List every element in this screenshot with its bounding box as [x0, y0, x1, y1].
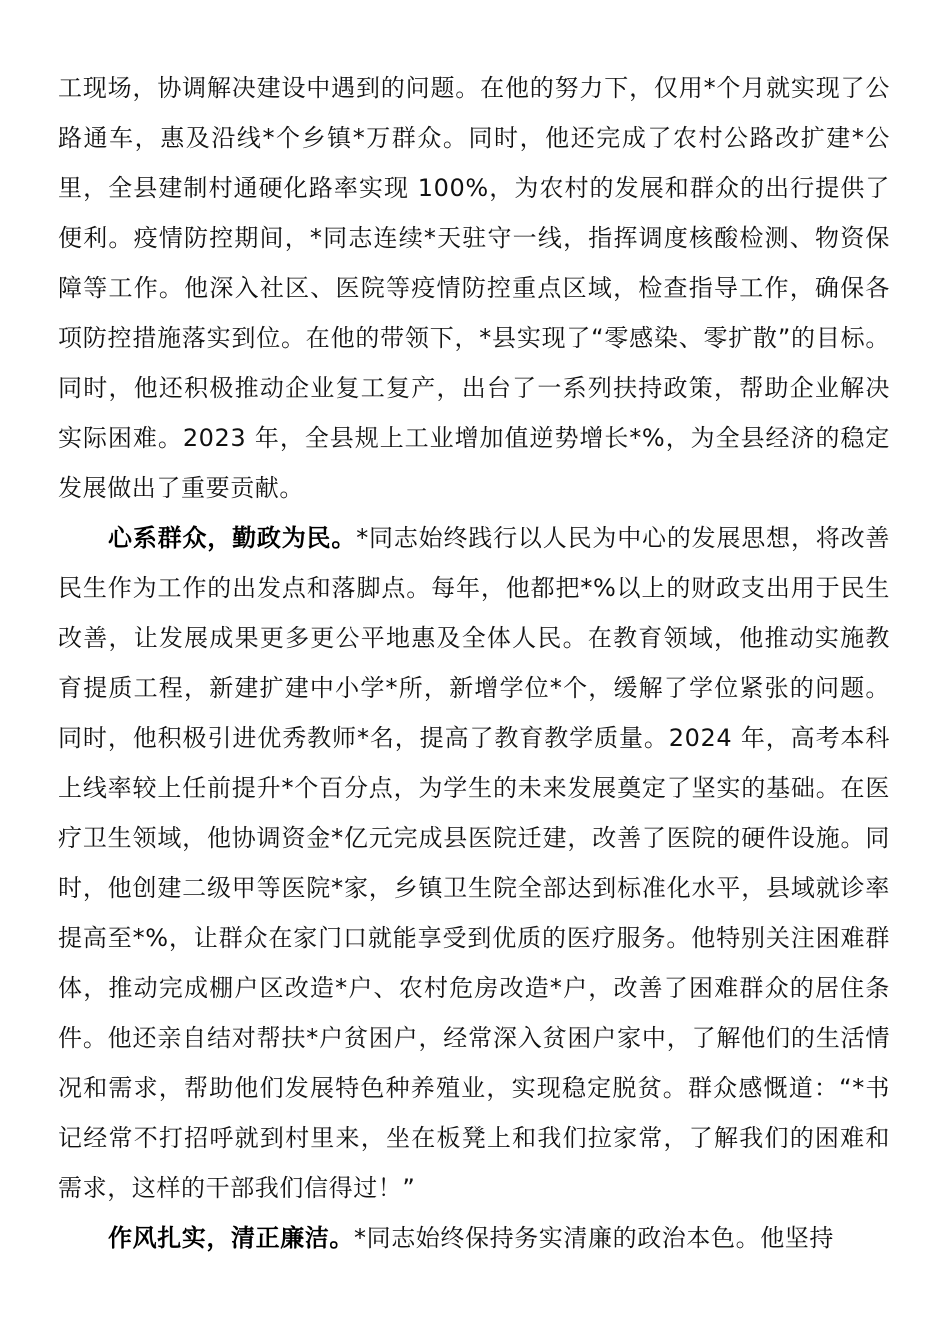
paragraph-infrastructure-and-epidemic [58, 63, 890, 513]
paragraph-body: *同志始终践行以人民为中心的发展思想，将改善民生作为工作的出发点和落脚点。每年，他都把*%以上的财政支出用于民生改善，让发展成果更多更公平地惠及全体人民。在教育领域，他推动实施教育提质工程，新建扩建中小学*所，新增学位*个，缓解了学位紧张的问题。同时，他积极引进优秀教师*名，提高了教育教学质量。2024 年，高考本科上线率较上任前提升*个百分点，为学生的未来发展奠定了坚实的基础。在医疗卫生领域，他协调资金*亿元完成县医院迁建，改善了医院的硬件设施。同时，他创建二级甲等医院*家，乡镇卫生院全部达到标准化水平，县域就诊率提高至*%，让群众在家门口就能享受到优质的医疗服务。他特别关注困难群体，推动完成棚户区改造*户、农村危房改造*户，改善了困难群众的居住条件。他还亲自结对帮扶*户贫困户，经常深入贫困户家中，了解他们的生活情况和需求，帮助他们发展特色种养殖业，实现稳定脱贫。群众感慨道：“*书记经常不打招呼就到村里来，坐在板凳上和我们拉家常，了解我们的困难和需求，这样的干部我们信得过！” [58, 524, 891, 1202]
paragraph-heading: 作风扎实，清正廉洁。 [108, 1224, 354, 1252]
paragraph-body: 工现场，协调解决建设中遇到的问题。在他的努力下，仅用*个月就实现了公路通车，惠及沿线*个乡镇*万群众。同时，他还完成了农村公路改扩建*公里，全县建制村通硬化路率实现 100%，为农村的发展和群众的出行提供了便利。疫情防控期间，*同志连续*天驻守一线，指挥调度核酸检测、物资保障等工作。他深入社区、医院等疫情防控重点区域，检查指导工作，确保各项防控措施落实到位。在他的带领下，*县实现了“零感染、零扩散”的目标。同时，他还积极推动企业复工复产，出台了一系列扶持政策，帮助企业解决实际困难。2023 年，全县规上工业增加值逆势增长*%，为全县经济的稳定发展做出了重要贡献。 [58, 74, 890, 502]
paragraph-integrity [58, 1213, 890, 1263]
document-page [58, 63, 890, 1263]
paragraph-heading: 心系群众，勤政为民。 [108, 524, 357, 552]
paragraph-body: *同志始终保持务实清廉的政治本色。他坚持 [354, 1224, 834, 1252]
paragraph-people-livelihood [58, 513, 890, 1213]
